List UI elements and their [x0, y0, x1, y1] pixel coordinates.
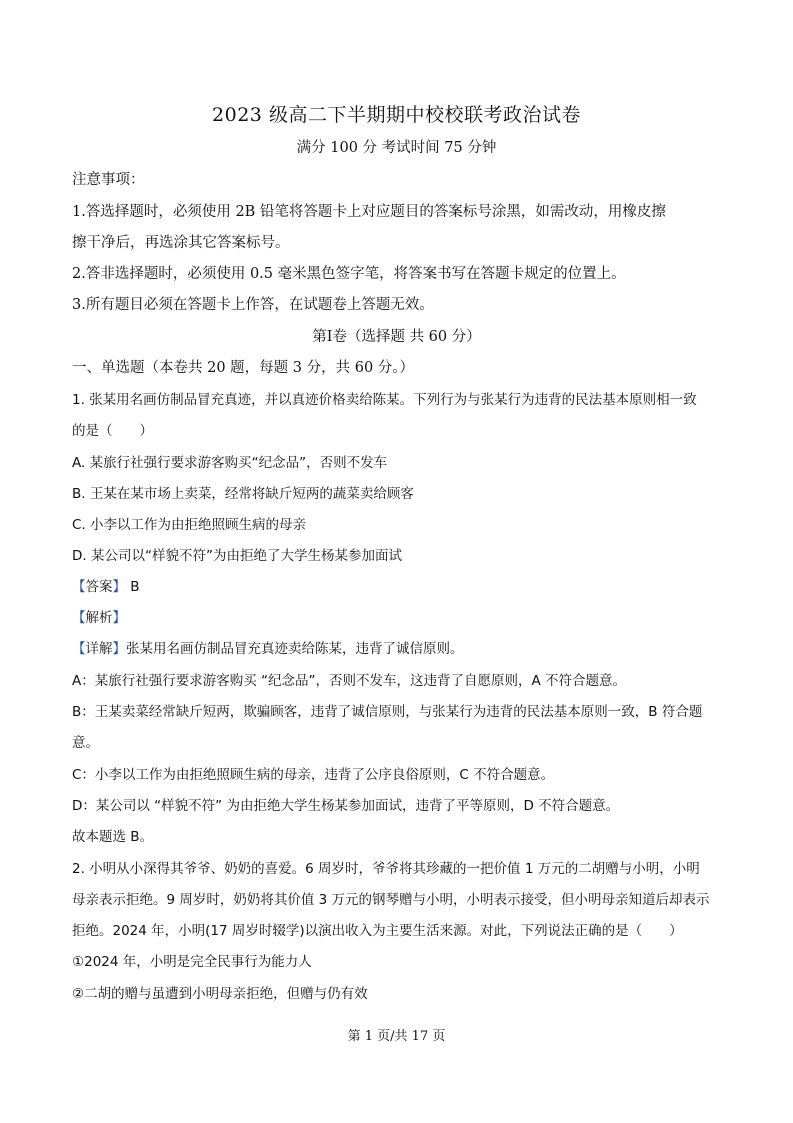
q1-option-b: B. 王某在某市场上卖菜，经常将缺斤短两的蔬菜卖给顾客 — [72, 486, 414, 502]
notice-heading: 注意事项： — [72, 172, 145, 188]
q1-explanation-b-line-2: 意。 — [72, 735, 99, 751]
q1-explanation-c: C：小李以工作为由拒绝照顾生病的母亲，违背了公序良俗原则，C 不符合题意。 — [72, 767, 555, 783]
notice-item-3: 3.所有题目必须在答题卡上作答，在试题卷上答题无效。 — [72, 297, 434, 313]
q2-item-2: ②二胡的赠与虽遭到小明母亲拒绝，但赠与仍有效 — [72, 986, 368, 1002]
detail-tag: 详解 — [85, 641, 113, 657]
notice-item-1-line-1: 1.答选择题时，必须使用 2B 铅笔将答题卡上对应题目的答案标号涂黑，如需改动，用橡皮擦 — [72, 204, 666, 220]
q1-option-a: A. 某旅行社强行要求游客购买“纪念品”，否则不发车 — [72, 455, 388, 471]
q1-option-c: C. 小李以工作为由拒绝照顾生病的母亲 — [72, 517, 307, 533]
q1-conclusion: 故本题选 B。 — [72, 829, 154, 845]
q1-stem-line-1: 1. 张某用名画仿制品冒充真迹，并以真迹价格卖给陈某。下列行为与张某行为违背的民法基本原则相一致 — [72, 392, 697, 408]
volume-title: 第Ⅰ卷（选择题 共 60 分） — [312, 329, 481, 345]
notice-item-2: 2.答非选择题时，必须使用 0.5 毫米黑色签字笔，将答案书写在答题卡规定的位置上。 — [72, 266, 626, 282]
answer-tag: 答案 — [85, 579, 113, 595]
q1-analysis-row: 【解析】 — [72, 610, 126, 626]
q1-answer-row: 【答案】 B — [72, 579, 140, 595]
part-title: 一、单选题（本卷共 20 题，每题 3 分，共 60 分。） — [72, 360, 415, 376]
q1-option-d: D. 某公司以“样貌不符”为由拒绝了大学生杨某参加面试 — [72, 548, 402, 564]
q1-explanation-b-line-1: B：王某卖菜经常缺斤短两，欺骗顾客，违背了诚信原则，与张某行为违背的民法基本原则一致，B 符合题 — [72, 704, 703, 720]
notice-item-1-line-2: 擦干净后，再选涂其它答案标号。 — [72, 235, 290, 251]
detail-text: 张某用名画仿制品冒充真迹卖给陈某，违背了诚信原则。 — [126, 641, 464, 657]
q2-stem-line-3: 拒绝。2024 年，小明(17 周岁时辍学)以演出收入为主要生活来源。对此，下列说法正确的是（ ） — [72, 923, 683, 939]
page-title: 2023 级高二下半期期中校校联考政治试卷 — [212, 104, 581, 126]
q2-stem-line-2: 母亲表示拒绝。9 周岁时，奶奶将其价值 3 万元的钢琴赠与小明，小明表示接受，但小明母亲知道后却表示 — [72, 892, 710, 908]
q2-stem-line-1: 2. 小明从小深得其爷爷、奶奶的喜爱。6 周岁时，爷爷将其珍藏的一把价值 1 万元的二胡赠与小明，小明 — [72, 861, 700, 877]
q1-explanation-d: D：某公司以 “样貌不符” 为由拒绝大学生杨某参加面试，违背了平等原则，D 不符合题意。 — [72, 798, 620, 814]
q1-stem-line-2: 的是（ ） — [72, 423, 153, 439]
q2-item-1: ①2024 年，小明是完全民事行为能力人 — [72, 954, 312, 970]
answer-value: B — [130, 579, 140, 595]
q1-explanation-a: A：某旅行社强行要求游客购买 “纪念品”，否则不发车，这违背了自愿原则，A 不符合题意。 — [72, 673, 627, 689]
page-subtitle: 满分 100 分 考试时间 75 分钟 — [296, 140, 497, 156]
q1-detail-row: 【详解】张某用名画仿制品冒充真迹卖给陈某，违背了诚信原则。 — [72, 641, 464, 657]
analysis-tag: 解析 — [85, 610, 113, 626]
page-footer: 第 1 页/共 17 页 — [347, 1029, 446, 1044]
